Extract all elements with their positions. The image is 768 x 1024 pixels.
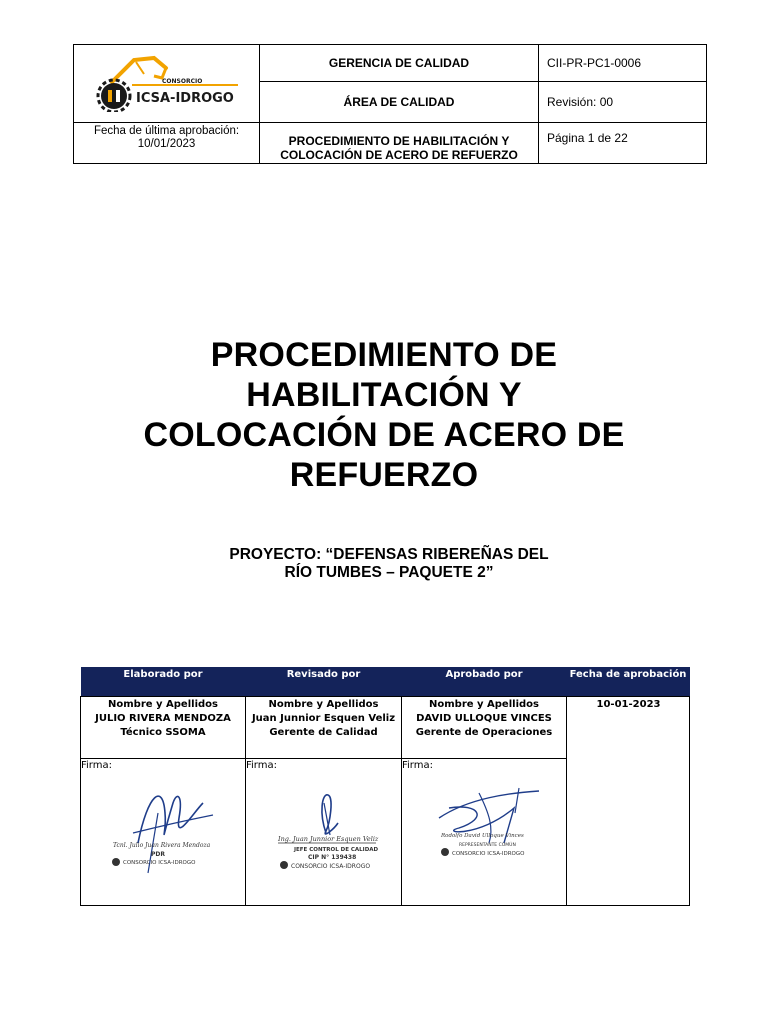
logo-cell (74, 45, 260, 123)
signature-stamp-juan-esquen (264, 773, 384, 883)
stamp-line-1: Ing. Juan Junnior Esquen Veliz (277, 835, 378, 843)
person-label: Nombre y Apellidos (268, 699, 379, 710)
project-line-2: RÍO TUMBES – PAQUETE 2” (284, 564, 494, 581)
code-cell (539, 45, 707, 82)
stamp-line-1: Tcnl. Julio Juan Rivera Mendoza (113, 842, 211, 849)
person-name: DAVID ULLOQUE VINCES (416, 713, 552, 724)
title-line-3: COLOCACIÓN DE ACERO DE (143, 416, 625, 454)
document-code: CII-PR-PC1-0006 (547, 56, 642, 70)
elaborado-signature-cell (81, 759, 246, 906)
firma-label: Firma: (246, 760, 277, 771)
aprobado-signature-cell (402, 759, 567, 906)
firma-label: Firma: (402, 760, 433, 771)
approval-table (80, 667, 690, 906)
procedimiento-line-1: PROCEDIMIENTO DE HABILITACIÓN Y (288, 134, 510, 148)
logo-name-text: ICSA-IDROGO (135, 91, 234, 106)
consorcio-icsa-idrogo-logo-icon (92, 52, 242, 112)
project-name (184, 546, 594, 582)
document-header-table (73, 44, 707, 164)
stamp-line-2: JEFE CONTROL DE CALIDAD (293, 847, 378, 853)
revisado-signature-cell (246, 759, 402, 906)
elaborado-person (81, 697, 246, 759)
document-title (84, 335, 684, 495)
pagina-cell (539, 123, 707, 164)
fecha-label: Fecha de última aprobación: (93, 125, 240, 137)
firma-label: Firma: (81, 760, 112, 771)
logo-top-text: CONSORCIO (161, 78, 202, 85)
revisado-person (246, 697, 402, 759)
title-line-1: PROCEDIMIENTO DE (210, 336, 558, 374)
revision-cell (539, 82, 707, 123)
signature-stamp-julio-rivera (103, 773, 223, 883)
page-number: Página 1 de 22 (547, 131, 628, 145)
person-name: JULIO RIVERA MENDOZA (95, 713, 231, 724)
procedimiento-cell (260, 123, 539, 164)
approval-date: 10-01-2023 (596, 699, 661, 710)
fecha-cell (74, 123, 260, 164)
stamp-line-3: CIP N° 139438 (307, 854, 356, 861)
title-line-4: REFUERZO (289, 456, 479, 494)
area-text: ÁREA DE CALIDAD (343, 95, 455, 109)
stamp-line-3: CONSORCIO ICSA-IDROGO (123, 860, 196, 866)
person-role: Gerente de Operaciones (415, 727, 553, 738)
signature-stamp-david-ulloque (419, 773, 549, 883)
person-label: Nombre y Apellidos (429, 699, 539, 710)
title-line-2: HABILITACIÓN Y (246, 376, 522, 414)
aprobado-person (402, 697, 567, 759)
header-aprobado: Aprobado por (402, 667, 567, 697)
person-name: Juan Junnior Esquen Veliz (251, 713, 396, 724)
person-role: Gerente de Calidad (269, 727, 378, 738)
person-role: Técnico SSOMA (120, 727, 206, 738)
person-label: Nombre y Apellidos (108, 699, 218, 710)
project-line-1: PROYECTO: “DEFENSAS RIBEREÑAS DEL (229, 546, 549, 563)
procedimiento-line-2: COLOCACIÓN DE ACERO DE REFUERZO (280, 148, 518, 162)
approval-date-cell (567, 697, 690, 906)
stamp-line-3: CONSORCIO ICSA-IDROGO (452, 851, 525, 857)
gerencia-cell (260, 45, 539, 82)
header-elaborado: Elaborado por (81, 667, 246, 697)
area-cell (260, 82, 539, 123)
fecha-value: 10/01/2023 (137, 138, 196, 150)
stamp-line-2: REPRESENTANTE COMÚN (459, 843, 516, 848)
stamp-line-4: CONSORCIO ICSA-IDROGO (290, 863, 370, 870)
stamp-line-2: PDR (151, 851, 165, 858)
revision-text: Revisión: 00 (547, 95, 614, 109)
gerencia-text: GERENCIA DE CALIDAD (328, 56, 470, 70)
header-revisado: Revisado por (246, 667, 402, 697)
header-fecha-aprobacion: Fecha de aprobación (567, 667, 690, 697)
stamp-line-1: Rodolfo David Ulloque Vinces (441, 833, 524, 839)
